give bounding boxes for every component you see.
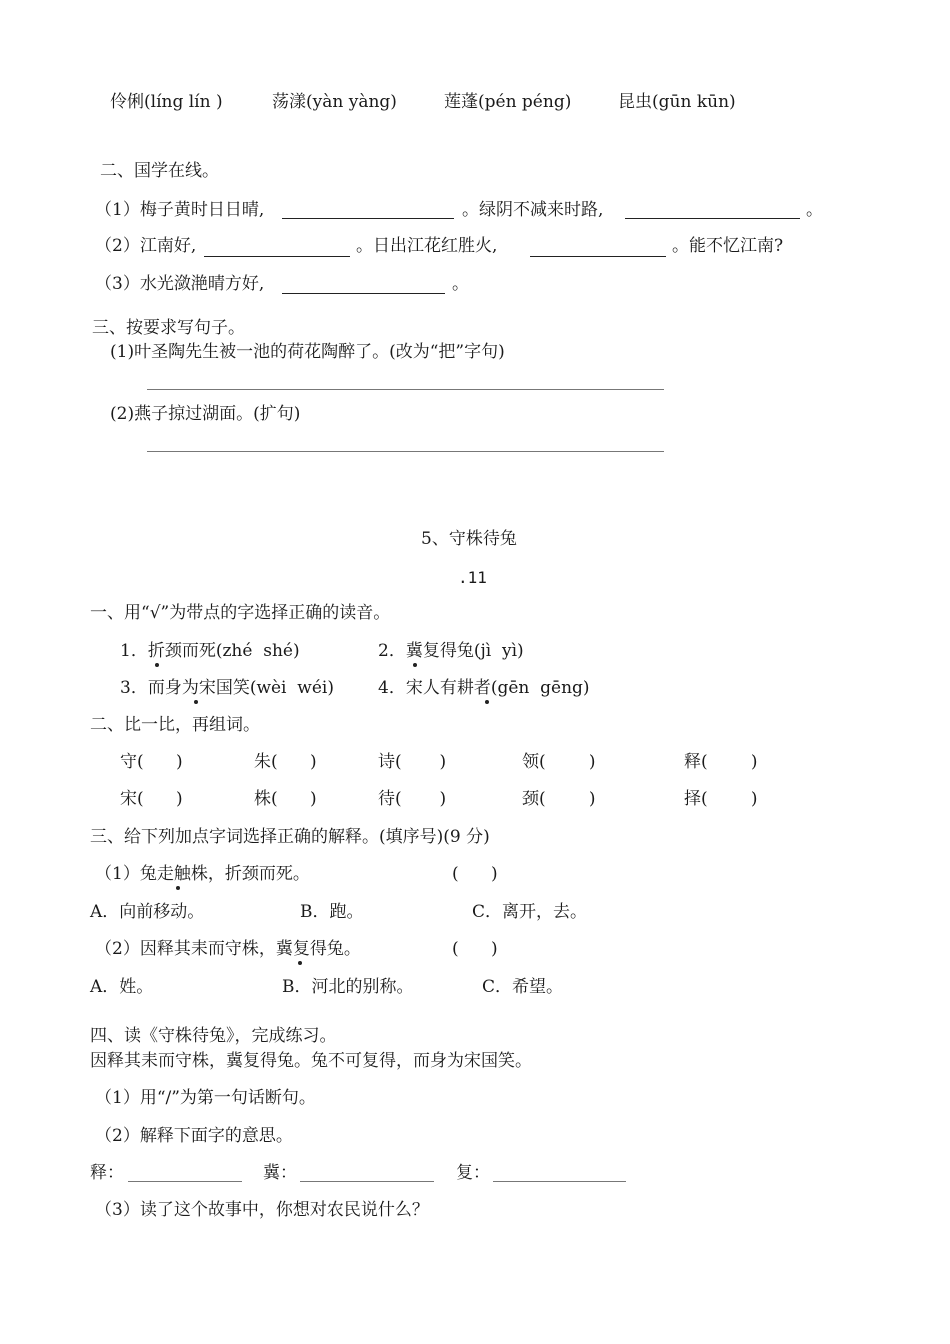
compare-cell: 守( ) <box>120 752 183 772</box>
part3-heading: 三、给下列加点字词选择正确的解释。(填序号)(9 分) <box>90 827 490 847</box>
part4-passage: 因释其耒而守株，冀复得兔。兔不可复得，而身为宋国笑。 <box>90 1051 532 1071</box>
part3-q1-opt-a: A．向前移动。 <box>90 902 205 922</box>
compare-cell: 领( ) <box>522 752 596 772</box>
emphasis-dot <box>155 663 159 667</box>
part4-word-3-label: 复： <box>456 1163 490 1183</box>
part1-item-2: 2．冀复得兔(jì yì) <box>378 641 524 661</box>
guoxue-q1-text-b: 。绿阴不减来时路, <box>462 200 604 220</box>
guoxue-q2-blank-2[interactable] <box>530 256 666 257</box>
part1-item-1: 1．折颈而死(zhé shé) <box>120 641 300 661</box>
compare-cell: 朱( ) <box>254 752 317 772</box>
part3-q2-opt-a: A．姓。 <box>90 977 154 997</box>
pinyin-item-2: 荡漾(yàn yàng) <box>272 92 397 112</box>
guoxue-q1-blank-1[interactable] <box>282 218 454 219</box>
part4-q3: （3）读了这个故事中，你想对农民说什么？ <box>95 1200 429 1220</box>
sentences-q1: (1)叶圣陶先生被一池的荷花陶醉了。(改为“把”字句) <box>110 342 505 362</box>
part3-q1: （1）兔走触株，折颈而死。 <box>95 864 310 884</box>
compare-cell: 颈( ) <box>522 789 596 809</box>
guoxue-q3-text-a: （3）水光潋滟晴方好, <box>95 274 265 294</box>
emphasis-dot <box>298 961 302 965</box>
guoxue-q2-text-b: 。日出江花红胜火, <box>356 236 498 256</box>
part4-q2: （2）解释下面字的意思。 <box>95 1126 293 1146</box>
guoxue-q2-text-a: （2）江南好, <box>95 236 197 256</box>
part4-word-1-blank[interactable] <box>128 1181 242 1182</box>
part3-q2-opt-c: C．希望。 <box>482 977 564 997</box>
compare-cell: 释( ) <box>684 752 758 772</box>
guoxue-heading: 二、国学在线。 <box>100 161 219 181</box>
lesson-title: 5、守株待兔 <box>421 529 517 549</box>
pinyin-item-4: 昆虫(gūn kūn) <box>618 92 736 112</box>
compare-cell: 宋( ) <box>120 789 183 809</box>
guoxue-q1-text-a: （1）梅子黄时日日晴, <box>95 200 265 220</box>
guoxue-q3-text-b: 。 <box>452 274 469 294</box>
part1-item-4: 4．宋人有耕者(gēn gēng) <box>378 678 590 698</box>
part1-item-3: 3．而身为宋国笑(wèi wéi) <box>120 678 334 698</box>
pinyin-item-3: 莲蓬(pén péng) <box>444 92 572 112</box>
part3-q1-answer[interactable]: ( ) <box>452 864 498 884</box>
compare-cell: 择( ) <box>684 789 758 809</box>
part4-heading: 四、读《守株待兔》，完成练习。 <box>90 1026 337 1046</box>
part4-word-1-label: 释： <box>90 1163 124 1183</box>
part2-heading: 二、比一比，再组词。 <box>90 715 260 735</box>
emphasis-dot <box>176 886 180 890</box>
part4-q1: （1）用“/”为第一句话断句。 <box>95 1088 316 1108</box>
part3-q2: （2）因释其耒而守株，冀复得兔。 <box>95 939 361 959</box>
part3-q2-opt-b: B．河北的别称。 <box>282 977 414 997</box>
guoxue-q1-text-c: 。 <box>806 200 823 220</box>
sentences-q2-answer-line[interactable] <box>147 451 664 452</box>
part4-word-3-blank[interactable] <box>493 1181 626 1182</box>
pinyin-item-1: 伶俐(líng lín ) <box>110 92 223 112</box>
emphasis-dot <box>485 700 489 704</box>
guoxue-q2-blank-1[interactable] <box>204 256 350 257</box>
lesson-number: .11 <box>458 568 487 587</box>
emphasis-dot <box>194 700 198 704</box>
emphasis-dot <box>413 663 417 667</box>
compare-cell: 待( ) <box>378 789 447 809</box>
sentences-q2: (2)燕子掠过湖面。(扩句) <box>110 404 301 424</box>
sentences-q1-answer-line[interactable] <box>147 389 664 390</box>
guoxue-q3-blank[interactable] <box>282 293 445 294</box>
guoxue-q1-blank-2[interactable] <box>625 218 800 219</box>
part3-q1-opt-c: C．离开，去。 <box>472 902 588 922</box>
guoxue-q2-text-c: 。能不忆江南? <box>672 236 784 256</box>
compare-cell: 株( ) <box>254 789 317 809</box>
part3-q1-opt-b: B．跑。 <box>300 902 364 922</box>
part4-word-2-blank[interactable] <box>300 1181 434 1182</box>
part1-heading: 一、用“√”为带点的字选择正确的读音。 <box>90 603 391 623</box>
part4-word-2-label: 冀： <box>263 1163 297 1183</box>
sentences-heading: 三、按要求写句子。 <box>92 318 245 338</box>
compare-cell: 诗( ) <box>378 752 447 772</box>
part3-q2-answer[interactable]: ( ) <box>452 939 498 959</box>
